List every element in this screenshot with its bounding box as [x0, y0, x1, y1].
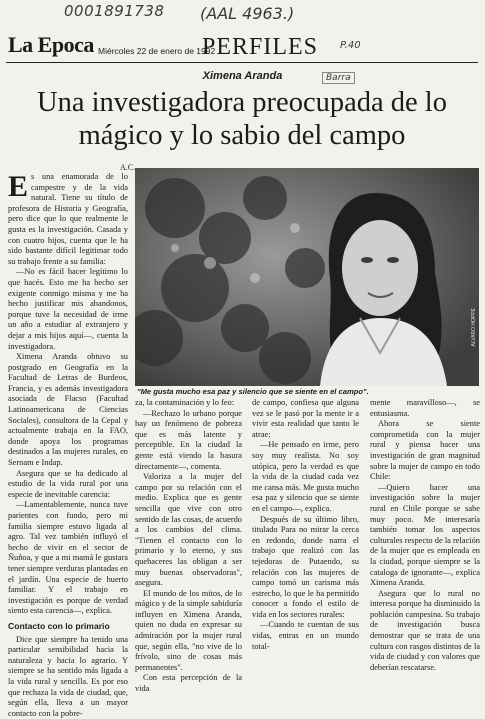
article-column-2: [135, 398, 242, 695]
paragraph: Con esta percepción de la vida: [135, 673, 242, 694]
photo-caption: "Me gusta mucho esa paz y silencio que se siente en el campo".: [137, 387, 369, 396]
dateline: Miércoles 22 de enero de 1992: [98, 46, 216, 56]
paragraph: de campo, confiesa que alguna vez se le pasó por la mente ir a vivir esta realidad que tanto le atrae:: [252, 398, 359, 439]
newspaper-logo: La Epoca: [8, 32, 94, 57]
paragraph: za, la contaminación y lo feo:: [135, 398, 235, 407]
paragraph: —He pensado en irme, pero soy muy realista. No soy utópica, pero la verdad es que la vida de la ciudad cada vez me cansa más. Me gusta mucho esa paz y silencio que se siente en el campo—, explica.: [252, 440, 359, 513]
portrait-illustration: [135, 168, 479, 386]
paragraph: mente maravilloso—, se entusiasma.: [370, 398, 480, 418]
section-title: PERFILES: [202, 34, 319, 60]
article-column-3: [252, 398, 359, 652]
subheading: Contacto con lo primario: [8, 620, 110, 631]
paragraph: Asegura que se ha dedicado al estudio de la vida rural por una especie de inevitable carencia:: [8, 468, 128, 499]
headline: Una investigadora preocupada de lo mágico y lo sabio del campo: [37, 87, 447, 151]
paragraph: —Cuando te cuentan de sus vidas, entras en un mundo total-: [252, 620, 359, 651]
paragraph: Valoriza a la mujer del campo por su relación con el medio. Explica que es gente sencilla que vive con otro sentido de las cosas, de acuerdo a los cambios del clima. "Tienen el contacto con lo primario y lo eterno, y sus quehaceres las obligan a ser muy buenas observadoras", asegura.: [135, 472, 242, 588]
handwritten-reference: (AAL 4963.): [200, 4, 295, 23]
paragraph: s una enamorada de lo campestre y de la vida natural. Tiene su título de profesora de Historia y Geografía, pero dice que lo que realmente le gusta es la investigación. Casada y con cuatro hijos, cuenta que le ha sido bastante difícil legitimar todo su trabajo frente a su familia:: [8, 172, 128, 266]
article-column-1: [8, 172, 128, 719]
paragraph: Asegura que lo rural no interesa porque ha disminuido la población campesina. Su trabajo de investigación busca demostrar que se trata de una cultura con rasgos distintos de la vida de ciudad y con valores que deberían rescatarse.: [370, 588, 480, 672]
paragraph: Después de su último libro, titulado Para no mirar la cerca en redondo, donde narra el trabajo que realizó con las tejedoras de Putaendo, su relación con las mujeres de campo tomó un carisma más estrecho, lo que le ha permitido conocer a fondo el estilo de vida en los sectores rurales:: [252, 514, 359, 619]
paragraph: —Rechazo lo urbano porque hay un fenómeno de pobreza que es más latente y perceptible. En la ciudad la gente está viendo la basura directamente—, comenta.: [135, 408, 242, 471]
paragraph: Ximena Aranda obtuvo su postgrado en Geografía en la Facultad de Letras de Burdeos, Francia, y es además investigadora asociada de Flacso (Facultad Latinoamericana de Ciencias Sociales), consultora de la Cepal y actualmente trabaja en la FAO, donde apoya los programas destinados a las mujeres rurales, en Sernam e Indap.: [8, 352, 128, 468]
paragraph: Dice que siempre ha tenido una particular sensibilidad hacia la naturaleza y hacia lo agrario. Y siempre se ha sentido más ligada a la vida rural y sencilla. Es por eso que rechaza la vida de ciudad, que, según ella, lleva a un mayor contacto con la pobre-: [8, 634, 128, 718]
paragraph: —Quiero hacer una investigación sobre la mujer rural en Chile porque se sabe muy poco. Me interesaría también tomar los aspectos culturales respecto de la relación de la mujer que es empleada en la ciudad, porque siempre se la cataloga de ignorante—, explica Ximena Aranda.: [370, 482, 480, 588]
paragraph: —Lamentablemente, nunca tuve parientes con fundo, pero mi familia siempre estuvo ligada al agro. Tal vez también influyó el hecho de vivir en el sector de Ñuñoa, y que a mi mamá le gustara tener siempre verduras plantadas en el jardín. Una especie de huerto familiar. Y el trabajo en investigación es porque de verdad siento esta carencia—, explica.: [8, 500, 128, 616]
drop-cap: E: [8, 170, 29, 203]
paragraph: Ahora se siente comprometida con la mujer rural y piensa hacer una investigación de gran magnitud sobre la mujer de campo en todo Chile:: [370, 419, 480, 482]
author-initials: A.C.: [120, 163, 136, 172]
masthead: [6, 30, 478, 60]
paragraph: —No es fácil hacer legítimo lo que hacés. Esto me ha hecho ser exigente conmigo misma y me ha hecho justificar mis abandonos, porque tuve la necesidad de irme un año a estudiar al extranjero y dejar a mis hijos aquí—, cuenta la investigadora.: [8, 267, 128, 351]
handwritten-section-note: P.40: [340, 40, 361, 51]
portrait-photo: [135, 168, 479, 386]
handwritten-code: 0001891738: [64, 2, 165, 20]
paragraph: El mundo de los mitos, de lo mágico y de la simple sabiduría influyen en Ximena Aranda, quien no duda en expresar su admiración por la mujer rural que, según ella, "no vive de lo frívolo, sino de cosas más permanentes".: [135, 588, 242, 672]
article-column-4: [370, 398, 480, 673]
handwritten-tag: Barra: [322, 72, 355, 84]
photo-credit: ALVARO HOPPE: [471, 308, 477, 347]
masthead-rule: [6, 62, 478, 63]
subject-name: Ximena Aranda: [202, 70, 283, 82]
